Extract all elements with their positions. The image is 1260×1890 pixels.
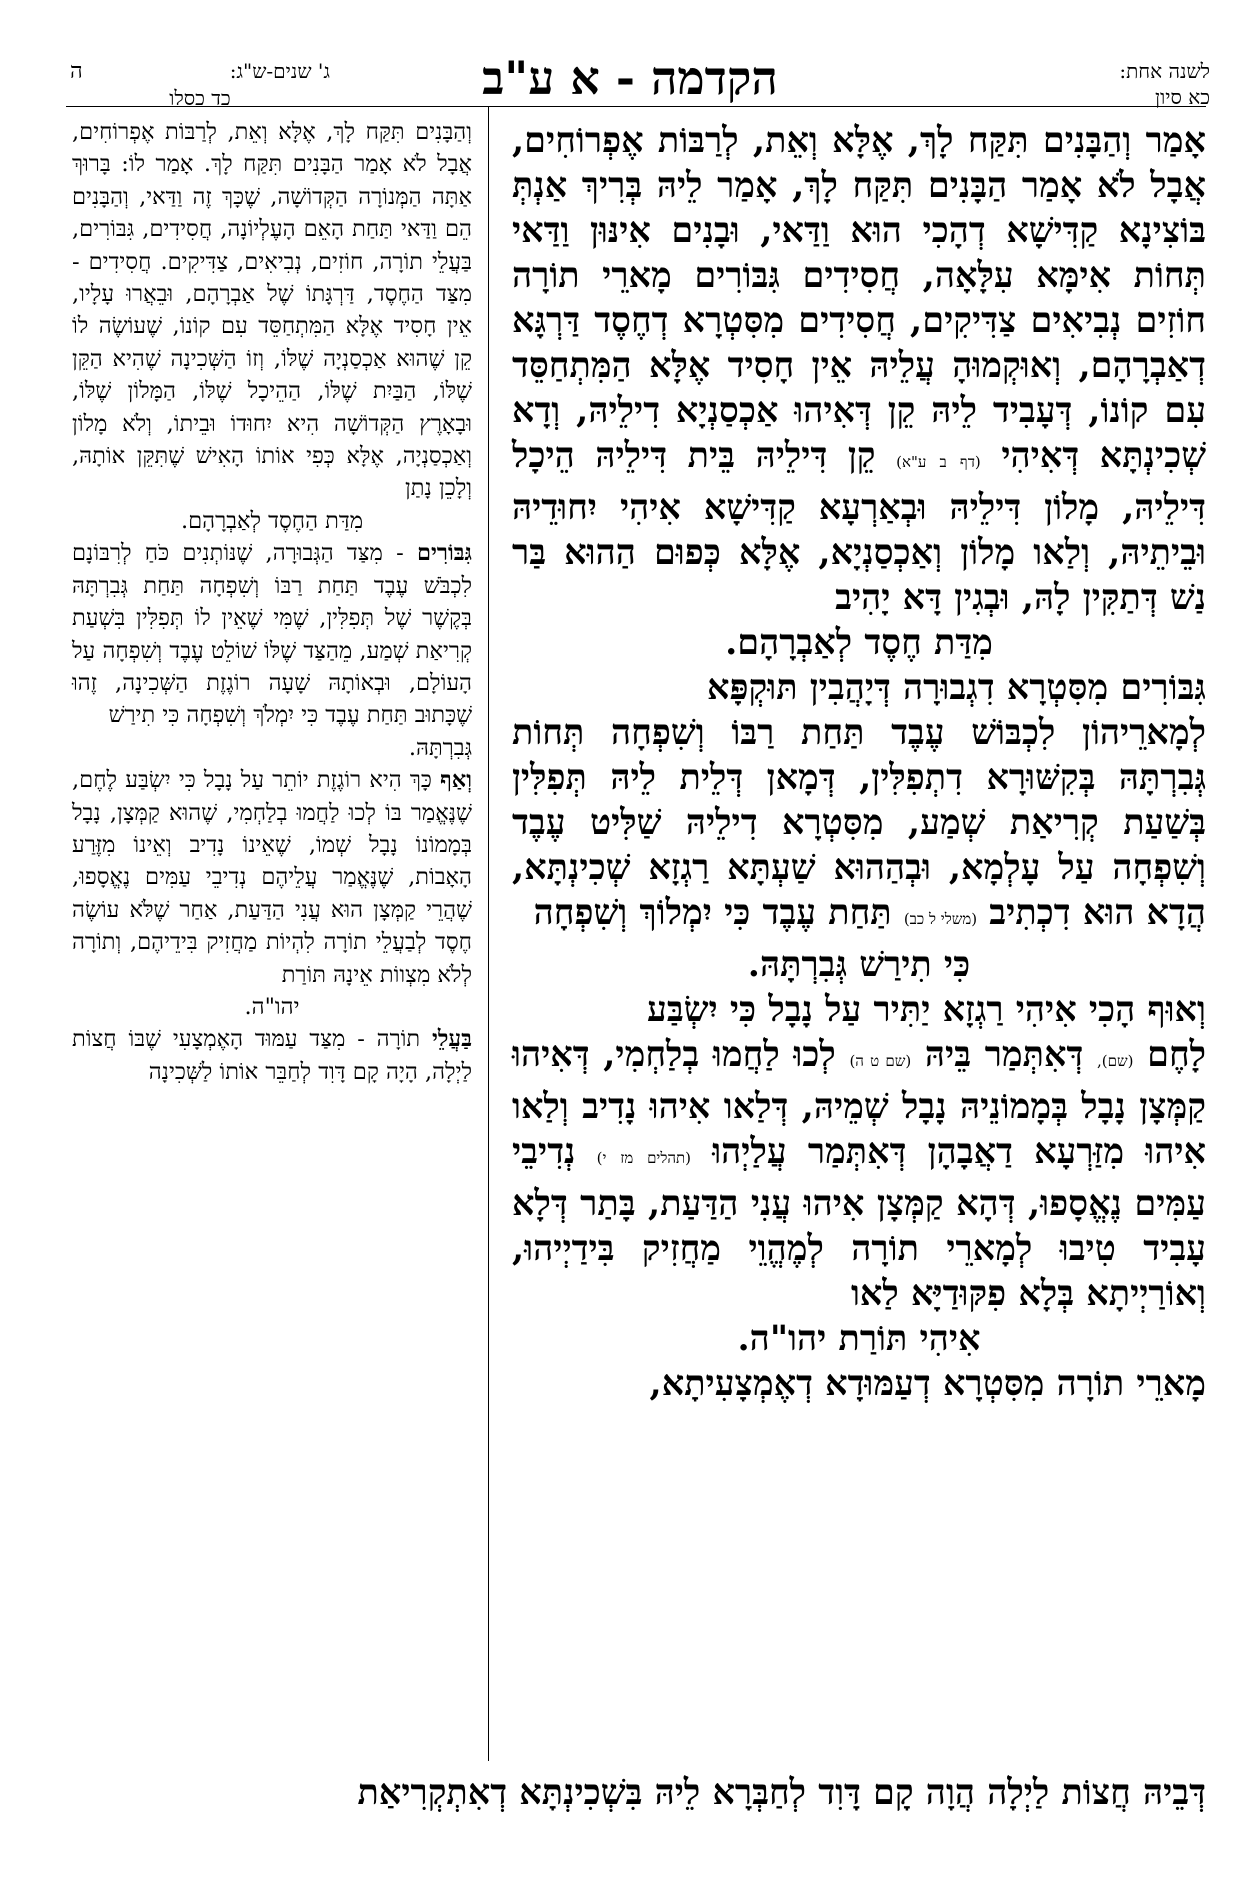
main-aramaic-column [512, 118, 1206, 1406]
header-right-dates [1010, 58, 1210, 110]
translation-paragraph-end: יהו"ה. [244, 993, 300, 1020]
translation-paragraph-4 [72, 1023, 472, 1088]
main-paragraph-end: מִדַּת חֶסֶד לְאַבְרָהָם. [725, 622, 993, 663]
one-year-label: לשנה אחת: [1119, 59, 1210, 83]
main-paragraph-end: כִּי תִירַשׁ גְּבִרְתָּהּ. [747, 944, 971, 985]
translation-text: כָּךְ הִיא רוֹגֶזֶת יוֹתֵר עַל נָבָל כִּי יִשְׂבַּע לֶחֶם, שֶׁנֶּאֱמַר בּוֹ לְכוּ לַחֲמוּ בְלַחְמִי, שֶׁהוּא קַמְּצָן, נָבָל בְּמָמוֹנוֹ נָבָל שְׁמוֹ, שֶׁאֵינוֹ נָדִיב וְאֵינוֹ מִזֶּרַע הָאָבוֹת, שֶׁנֶּאֱמַר עֲלֵיהֶם נְדִיבֵי עַמִּים נֶאֱסָפוּ, שֶׁהֲרֵי קַמְּצָן הוּא עֲנִי הַדַּעַת, אַחַר שֶׁלֹּא עוֹשֶׂה חֶסֶד לְבַעֲלֵי תוֹרָה לִהְיוֹת מַחֲזִיק בִּידֵיהֶם, וְתוֹרָה לְלֹא מִצְווֹת אֵינָהּ תּוֹרַת [72, 767, 472, 988]
main-paragraph-2: גִּבּוֹרִים מִסִּטְרָא דִגְבוּרָה דְּיָהֲבִין תּוּקְפָּא [707, 667, 1206, 708]
main-text: לָחֶם [1147, 1034, 1207, 1075]
one-year-date: כא סיון [1155, 85, 1210, 109]
source-reference: (דף ב ע"א) [896, 453, 981, 471]
source-reference: (שם ט ה) [849, 1052, 912, 1070]
translation-text: - מִצַּד הַגְּבוּרָה, שֶׁנּוֹתְנִים כֹּחַ לְרִבּוֹנָם לִכְבֹּשׁ עֶבֶד תַּחַת רַבּוֹ וְשִׁפְחָה תַּחַת גְּבִרְתָּהּ בְּקֶשֶׁר שֶׁל תְּפִלִּין, שֶׁמִּי שֶׁאֵין לוֹ תְּפִלִּין בִּשְׁעַת קְרִיאַת שְׁמַע, מֵהַצַּד שֶׁלּוֹ שׁוֹלֵט עֶבֶד וְשִׁפְחָה עַל הָעוֹלָם, וּבְאוֹתָהּ שָׁעָה רוֹגֶזֶת הַשְּׁכִינָה, זֶהוּ שֶׁכָּתוּב תַּחַת עֶבֶד כִּי יִמְלֹךְ וְשִׁפְחָה כִּי תִירַשׁ [72, 540, 472, 729]
main-text: דְּאִתְּמַר בֵּיהּ [924, 1034, 1084, 1075]
translation-paragraph-3 [72, 764, 472, 991]
main-text: קֵן דִּילֵיהּ בֵּית דִּילֵיהּ הֵיכָל דִּילֵיהּ, מָלוֹן דִּילֵיהּ וּבְאַרְעָא קַדִּישָׁא אִיהִי יִחוּדֵיהּ וּבֵיתֵיהּ, וְלַאו מָלוֹן וְאַכְסַנְיָא, אֶלָּא כְּפוּם הַהוּא בַּר נַשׁ דְּתַקִּין לָהּ, וּבְגִין דָּא יָהִיב [512, 435, 1206, 618]
main-paragraph-3: וְאוּף הָכִי אִיהִי רַגְזָא יַתִּיר עַל נָבָל כִּי יִשְׂבַּע [647, 989, 1206, 1030]
page-header [0, 0, 1260, 110]
column-divider [488, 106, 489, 1761]
translation-text: תוֹרָה - מִצַּד עַמּוּד הָאֶמְצָעִי שֶׁבּוֹ חֲצוֹת לַיְלָה, הָיָה קָם דָּוִד לְחַבֵּר אוֹתוֹ לַשְּׁכִינָה [72, 1026, 472, 1085]
source-reference: (שם), [1097, 1052, 1134, 1070]
main-text: לְכוּ לַחֲמוּ בְלַחְמִי, דְּאִיהוּ קַמְּצָן נָבָל בְּמָמוֹנֵיהּ נָבָל שְׁמֵיהּ, דְּלַאו אִיהוּ נָדִיב וְלַאו אִיהוּ מִזַּרְעָא דַאֲבָהָן דְּאִתְּמַר עֲלַיְהוּ [512, 1034, 1206, 1172]
translation-column [72, 116, 472, 1088]
main-paragraph-3-cont [512, 1032, 1206, 1316]
three-year-date: כד כסלו [169, 86, 231, 110]
main-text: לְמָארֵיהוֹן לִכְבּוֹשׁ עֶבֶד תַּחַת רַבּוֹ וְשִׁפְחָה תְּחוֹת גְּבִרְתָּהּ בְּקִשּׁוּרָא דִתְפִלִּין, דְּמָאן דְּלֵית לֵיהּ תְּפִלִּין בְּשַׁעַת קְרִיאַת שְׁמַע, מִסִּטְרָא דִילֵיהּ שַׁלִּיט עֶבֶד וְשִׁפְחָה עַל עָלְמָא, וּבְהַהוּא שַׁעְתָּא רַגְזָא שְׁכִינְתָּא, הֲדָא הוּא דִכְתִיב [512, 712, 1206, 933]
main-paragraph-end: אִיהִי תּוֹרַת יהו"ה. [737, 1318, 981, 1359]
translation-paragraph-2 [72, 537, 472, 731]
translation-paragraph-end: גְּבִרְתָּהּ. [408, 734, 472, 761]
bottom-line: דְּבֵיהּ חֲצוֹת לַיְלָה הֲוָה קָם דָּוִד לְחַבְּרָא לֵיהּ בִּשְׁכִינְתָּא דְאִתְקְרִיאַת [357, 1772, 1206, 1813]
main-paragraph-1 [512, 118, 1206, 620]
main-paragraph-2-cont [512, 710, 1206, 942]
translation-paragraph-1: וְהַבָּנִים תִּקַּח לָךְ, אֶלָּא וְאֵת, לְרַבּוֹת אֶפְרוֹחִים, אֲבָל לֹא אָמַר הַבָּנִים תִּקַּח לָךְ. אָמַר לוֹ: בָּרוּךְ אַתָּה הַמְּנוֹרָה הַקְּדוֹשָׁה, שֶׁכָּךְ זֶה וַדַּאי, וְהַבָּנִים הֵם וַדַּאי תַּחַת הָאֵם הָעֶלְיוֹנָה, חֲסִידִים, גִּבּוֹרִים, בַּעֲלֵי תוֹרָה, חוֹזִים, נְבִיאִים, צַדִּיקִים. חֲסִידִים - מִצַּד הַחֶסֶד, דַּרְגָּתוֹ שֶׁל אַבְרָהָם, וּבֵאֲרוּ עָלָיו, אֵין חָסִיד אֶלָּא הַמִּתְחַסֵּד עִם קוֹנוֹ, שֶׁעוֹשֶׂה לוֹ קֵן שֶׁהוּא אַכְסַנְיָה שֶׁלּוֹ, וְזוֹ הַשְּׁכִינָה שֶׁהִיא הַקֵּן שֶׁלּוֹ, הַבַּיִת שֶׁלּוֹ, הַהֵיכָל שֶׁלּוֹ, הַמָּלוֹן שֶׁלּוֹ, וּבָאָרֶץ הַקְּדוֹשָׁה הִיא יִחוּדוֹ וּבֵיתוֹ, וְלֹא מָלוֹן וְאַכְסַנְיָה, אֶלָּא כְּפִי אוֹתוֹ הָאִישׁ שֶׁתִּקֵּן אוֹתָהּ, וְלָכֵן נָתַן [72, 119, 472, 502]
source-reference: (תהלים מז י) [596, 1149, 692, 1167]
page-title: הקדמה - א ע"ב [482, 51, 778, 105]
main-text: אָמַר וְהַבָּנִים תִּקַּח לָךְ, אֶלָּא וְאֵת, לְרַבּוֹת אֶפְרוֹחִים, אֲבָל לֹא אָמַר הַבָּנִים תִּקַּח לָךְ, אָמַר לֵיהּ בְּרִיךְ אַנְתְּ בּוֹצִינָא קַדִּישָׁא דְהָכִי הוּא וַדַּאי, וּבָנִים אִינּוּן וַדַּאי תְּחוֹת אִימָּא עִלָּאָה, חֲסִידִים גִּבּוֹרִים מָארֵי תוֹרָה חוֹזִים נְבִיאִים צַדִּיקִים, חֲסִידִים מִסִּטְרָא דְחֶסֶד דַּרְגָּא דְאַבְרָהָם, וְאוּקְמוּהָ עֲלֵיהּ אֵין חָסִיד אֶלָּא הַמִּתְחַסֵּד עִם קוֹנוֹ, דְּעָבִיד לֵיהּ קֵן דְּאִיהוּ אַכְסַנְיָא דִילֵיהּ, וְדָא שְׁכִינְתָּא דְּאִיהִי [512, 120, 1206, 476]
main-text: תַּחַת עֶבֶד כִּי יִמְלוֹךְ וְשִׁפְחָה [533, 892, 892, 933]
main-text: נְדִיבֵי עַמִּים נֶאֱסָפוּ, דְּהָא קַמְּצָן אִיהוּ עֲנִי הַדַּעַת, בָּתַר דְּלָא עָבִיד טִיבוּ לְמָארֵי תוֹרָה לְמֶהֱוֵי מַחֲזִיק בִּידַיְיהוּ, וְאוֹרַיְיתָא בְּלָא פִקּוּדַיָּא לַאו [512, 1131, 1206, 1314]
header-left-dates [70, 58, 330, 111]
lead-word: וְאַף [440, 767, 472, 794]
lead-word: גִּבּוֹרִים [416, 540, 472, 567]
main-paragraph-4: מָארֵי תוֹרָה מִסִּטְרָא דְעַמּוּדָא דְאֶמְצָעִיתָא, [649, 1363, 1206, 1404]
lead-word: בַּעֲלֵי [431, 1026, 472, 1053]
translation-paragraph-end: מִדַּת הַחֶסֶד לְאַבְרָהָם. [180, 507, 364, 534]
three-year-label: ג' שנים-ש"ג: [229, 59, 330, 83]
source-reference: (משלי ל כב) [903, 910, 978, 928]
page-number: ה [70, 59, 83, 84]
header-rule [66, 106, 1206, 107]
